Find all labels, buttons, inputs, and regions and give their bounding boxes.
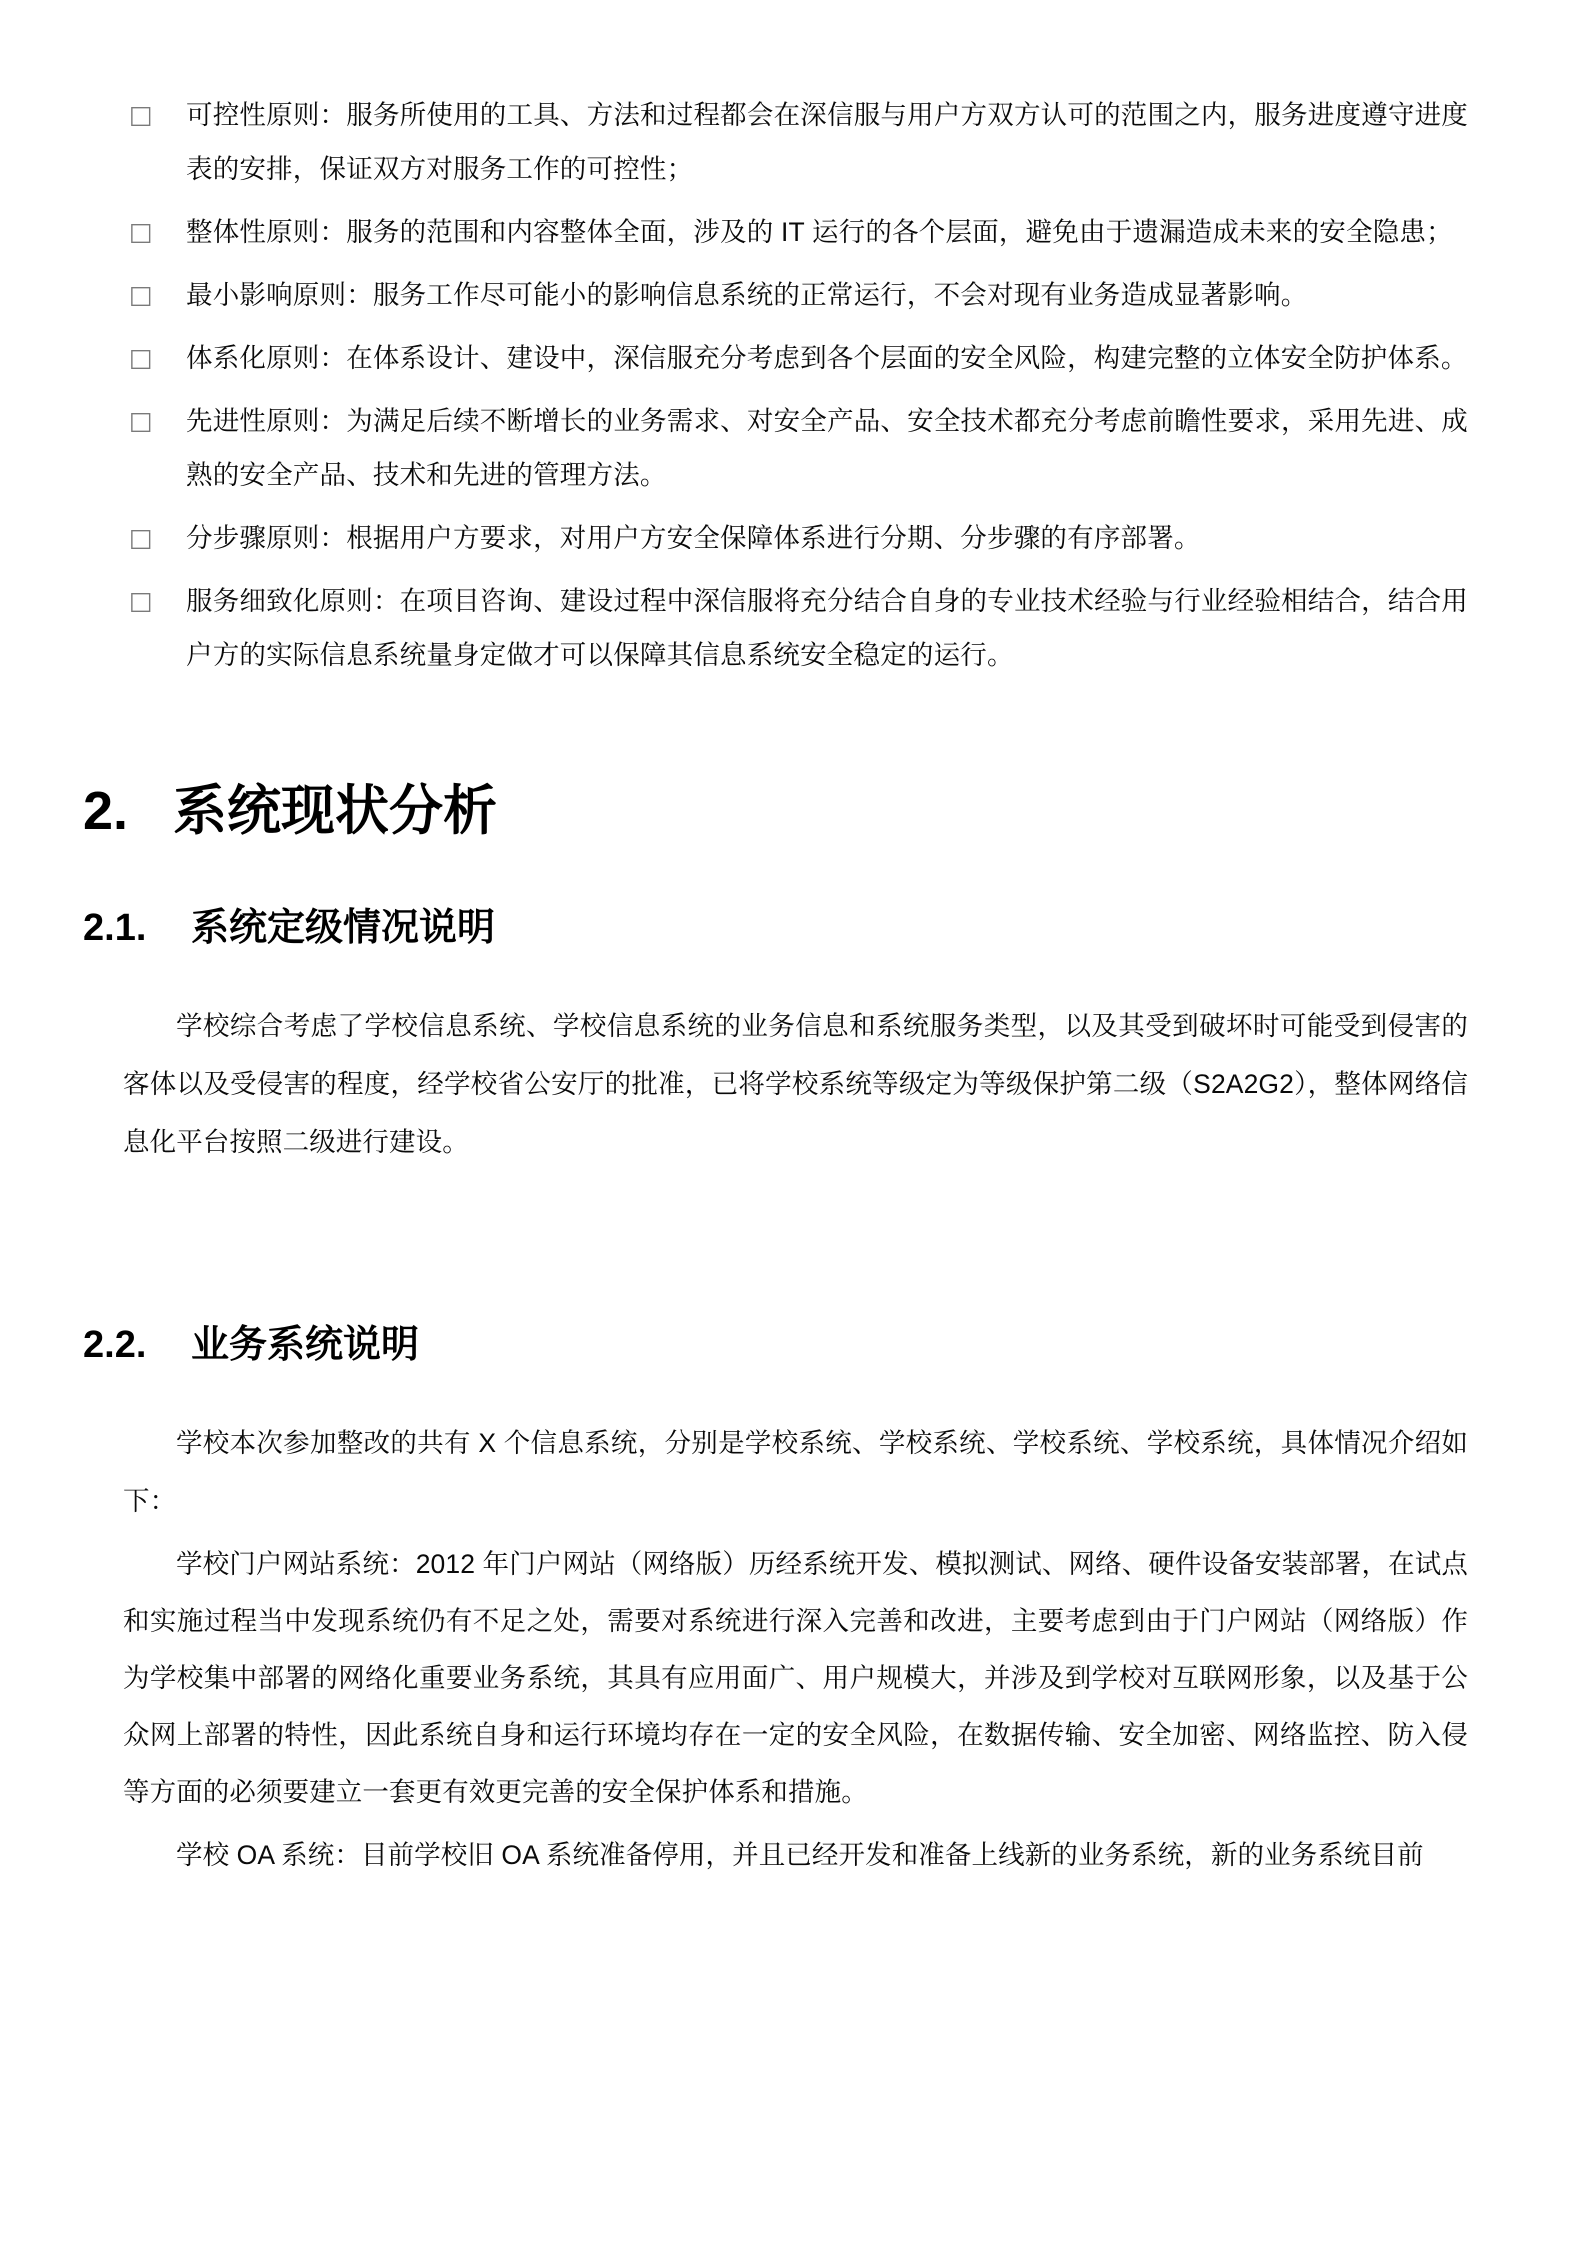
- checkbox-square-icon: □: [129, 217, 153, 246]
- heading-level-2-2-1: [83, 904, 1428, 953]
- page-content: [83, 0, 1468, 1884]
- list-item: [123, 88, 1468, 196]
- list-item-text: 最小影响原则：服务工作尽可能小的影响信息系统的正常运行，不会对现有业务造成显著影响。: [186, 280, 1308, 310]
- list-item: [123, 205, 1468, 259]
- paragraph: 学校综合考虑了学校信息系统、学校信息系统的业务信息和系统服务类型，以及其受到破坏时可能受到侵害的客体以及受侵害的程度，经学校省公安厅的批准，已将学校系统等级定为等级保护第二级（S2A2G2），整体网络信息化平台按照二级进行建设。: [123, 1010, 1468, 1157]
- list-item-text: 服务细致化原则：在项目咨询、建设过程中深信服将充分结合自身的专业技术经验与行业经验相结合，结合用户方的实际信息系统量身定做才可以保障其信息系统安全稳定的运行。: [186, 586, 1468, 670]
- heading-title: 系统现状分析: [173, 781, 497, 841]
- list-item: [123, 394, 1468, 502]
- checkbox-square-icon: □: [129, 523, 153, 552]
- paragraph: 学校本次参加整改的共有 X 个信息系统，分别是学校系统、学校系统、学校系统、学校系统，具体情况介绍如下：: [123, 1428, 1468, 1517]
- checkbox-square-icon: □: [129, 406, 153, 435]
- principles-list: [123, 0, 1468, 682]
- heading-title: 业务系统说明: [191, 1323, 420, 1366]
- list-item-text: 体系化原则：在体系设计、建设中，深信服充分考虑到各个层面的安全风险，构建完整的立体安全防护体系。: [186, 343, 1468, 373]
- heading-title: 系统定级情况说明: [191, 906, 496, 949]
- list-item-text: 先进性原则：为满足后续不断增长的业务需求、对安全产品、安全技术都充分考虑前瞻性要求，采用先进、成熟的安全产品、技术和先进的管理方法。: [186, 406, 1468, 490]
- heading-level-1: [83, 778, 1428, 846]
- heading-level-2-2-2: [83, 1321, 1428, 1370]
- list-item-text: 分步骤原则：根据用户方要求，对用户方安全保障体系进行分期、分步骤的有序部署。: [186, 523, 1201, 553]
- checkbox-square-icon: □: [129, 343, 153, 372]
- checkbox-square-icon: □: [129, 586, 153, 615]
- paragraph: 学校门户网站系统：2012 年门户网站（网络版）历经系统开发、模拟测试、网络、硬件设备安装部署，在试点和实施过程当中发现系统仍有不足之处，需要对系统进行深入完善和改进，主要考虑到由于门户网站（网络版）作为学校集中部署的网络化重要业务系统，其具有应用面广、用户规模大，并涉及到学校对互联网形象，以及基于公众网上部署的特性，因此系统自身和运行环境均存在一定的安全风险，在数据传输、安全加密、网络监控、防入侵等方面的必须要建立一套更有效更完善的安全保护体系和措施。: [123, 1549, 1468, 1808]
- paragraph: 学校 OA 系统：目前学校旧 OA 系统准备停用，并且已经开发和准备上线新的业务系统，新的业务系统目前: [176, 1840, 1424, 1871]
- checkbox-square-icon: □: [129, 280, 153, 309]
- heading-number: 2.2.: [83, 1323, 147, 1366]
- list-item-text: 整体性原则：服务的范围和内容整体全面，涉及的 IT 运行的各个层面，避免由于遗漏造成未来的安全隐患；: [186, 217, 1453, 247]
- heading-number: 2.: [83, 781, 129, 841]
- heading-number: 2.1.: [83, 906, 147, 949]
- list-item: [123, 511, 1468, 565]
- list-item: [123, 574, 1468, 682]
- checkbox-square-icon: □: [129, 100, 153, 129]
- list-item: [123, 268, 1468, 322]
- list-item-text: 可控性原则：服务所使用的工具、方法和过程都会在深信服与用户方双方认可的范围之内，服务进度遵守进度表的安排，保证双方对服务工作的可控性；: [186, 100, 1468, 184]
- list-item: [123, 331, 1468, 385]
